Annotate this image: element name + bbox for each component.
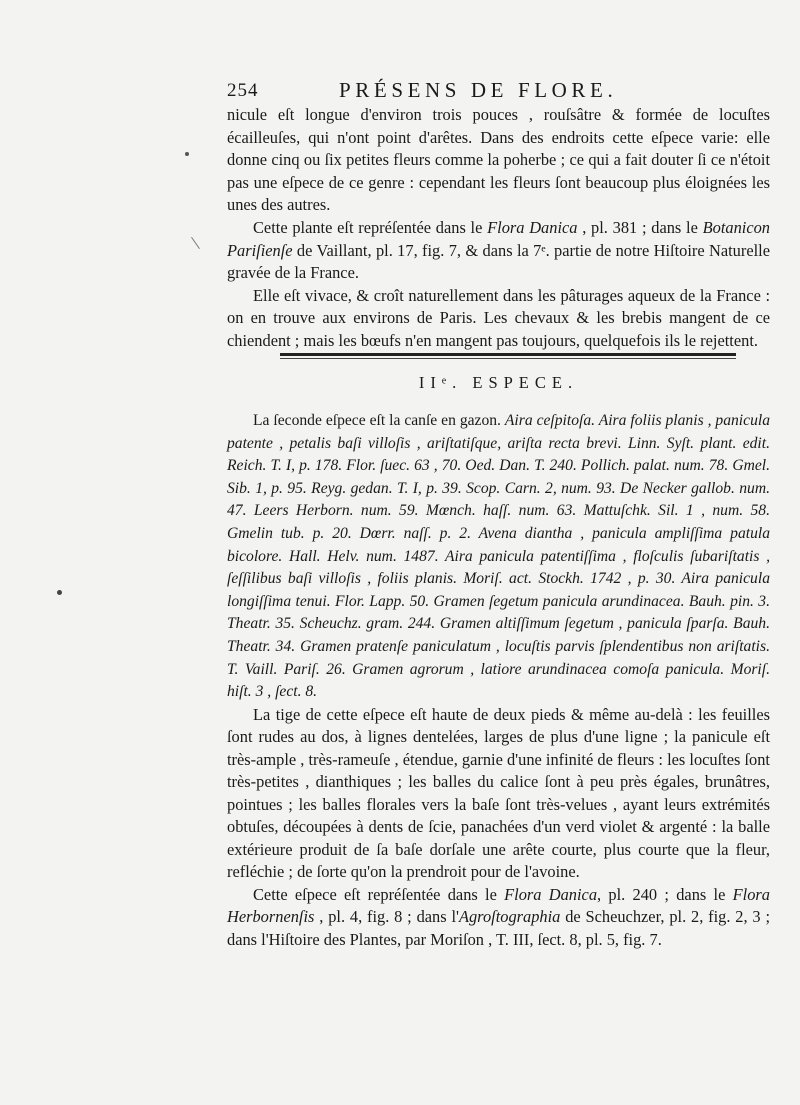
section-heading: IIᵉ. ESPECE.	[418, 373, 579, 392]
section-divider	[280, 353, 736, 356]
text-run: Cette eſpece eſt repréſentée dans le	[253, 884, 505, 904]
paragraph: La tige de cette eſpece eſt haute de deux pieds & même au-delà : les feuilles ſont rudes au dos, à lignes dentelées, larges de plus d'une ligne ; la panicule eſt très-ample , très-rameuſe , étendue, garnie d'une infinité de fleurs : les locuſtes ſont très-petites , dianthiques ; les balles du calice ſont à peu près égales, brunâtres, pointues ; les balles florales vers la baſe ſont très-velues , ayant leurs extrémités obtuſes, découpées à dents de ſcie, panachées d'un verd violet & argenté : la balle extérieure produit de ſa baſe dorſale une arête courte, plus courte que la fleur, refléchie ; de ſorte qu'on la prendroit pour de l'avoine.	[227, 704, 770, 882]
book-title: Agroſtographia	[458, 907, 561, 927]
book-title: Flora Herbornenſis	[227, 884, 770, 927]
text-run: La ſeconde eſpece eſt la canſe en gazon.	[253, 412, 505, 429]
page-number: 254	[227, 80, 259, 101]
book-title: Flora Danica	[487, 217, 578, 237]
page-header	[227, 78, 767, 104]
book-title: Flora Danica	[504, 884, 598, 904]
text-run: , pl. 381 ; dans le	[577, 217, 703, 237]
text-run: , pl. 4, fig. 8 ; dans l'	[314, 907, 459, 927]
section-2-text	[227, 410, 770, 951]
paragraph: Elle eſt vivace, & croît naturellement dans les pâturages aqueux de la France : on en trouve aux environs de Paris. Les chevaux & les brebis mangent de ce chiendent ; mais les bœufs n'en mangent pas toujours, quelquefois ils le rejettent.	[227, 285, 770, 350]
section-1-text	[227, 104, 770, 353]
text-run: Cette plante eſt repréſentée dans le	[253, 217, 488, 237]
paragraph: nicule eſt longue d'environ trois pouces , rouſsâtre & formée de locuſtes écailleuſes, qui n'ont point d'arêtes. Dans des endroits cette eſpece varie: elle donne cinq ou ſix petites fleurs comme la poherbe ; ce qui a fait douter ſi ce n'étoit pas une eſpece de ce genre : cependant les fleurs ſont beaucoup plus éloignées les unes des autres.	[227, 105, 770, 215]
margin-mark	[185, 152, 189, 156]
paragraph	[227, 884, 770, 952]
text-run: de Vaillant, pl. 17, fig. 7, & dans la 7ᵉ. partie de notre Hiſtoire Naturelle gravée de la France.	[227, 240, 770, 283]
margin-mark	[57, 590, 62, 595]
margin-mark	[191, 237, 200, 249]
running-title: PRÉSENS DE FLORE.	[339, 78, 618, 102]
section-divider	[280, 358, 736, 359]
paragraph	[227, 410, 770, 704]
book-title: Botanicon Pariſienſe	[227, 217, 770, 260]
paragraph	[227, 217, 770, 285]
text-run: de Scheuchzer, pl. 2, fig. 2, 3 ; dans l'Hiſtoire des Plantes, par Moriſon , T. III, ſect. 8, pl. 5, fig. 7.	[227, 907, 770, 949]
synonymy-list: Aira ceſpitoſa. Aira foliis planis , panicula patente , petalis baſi villoſis , ariſtatiſque, ariſta recta brevi. Linn. Syſt. plant. edit. Reich. T. I, p. 178. Flor. ſuec. 63 , 70. Oed. Dan. T. 240. Pollich. palat. num. 78. Gmel. Sib. 1, p. 95. Reyg. gedan. T. I, p. 39. Scop. Carn. 2, num. 93. De Necker gallob. num. 47. Leers Herborn. num. 59. Mœnch. haſſ. num. 63. Mattuſchk. Sil. 1 , num. 58. Gmelin tub. p. 20. Dœrr. naſſ. p. 2. Avena diantha , panicula ampliſſima patula bicolore. Hall. Helv. num. 1487. Aira panicula patentiſſima , floſculis ſubariſtatis , ſeſſilibus baſi villoſis , foliis planis. Moriſ. act. Stockh. 1742 , p. 30. Aira panicula longiſſima tenui. Flor. Lapp. 50. Gramen ſegetum panicula arundinacea. Bauh. pin. 3. Theatr. 35. Scheuchz. gram. 244. Gramen altiſſimum ſegetum , panicula ſparſa. Bauh. Theatr. 34. Gramen pratenſe paniculatum , locuſtis parvis ſplendentibus non ariſtatis. T. Vaill. Pariſ. 26. Gramen agrorum , latiore arundinacea comoſa panicula. Moriſ. hiſt. 3 , ſect. 8.	[227, 412, 770, 701]
text-run: , pl. 240 ; dans le	[597, 884, 733, 904]
